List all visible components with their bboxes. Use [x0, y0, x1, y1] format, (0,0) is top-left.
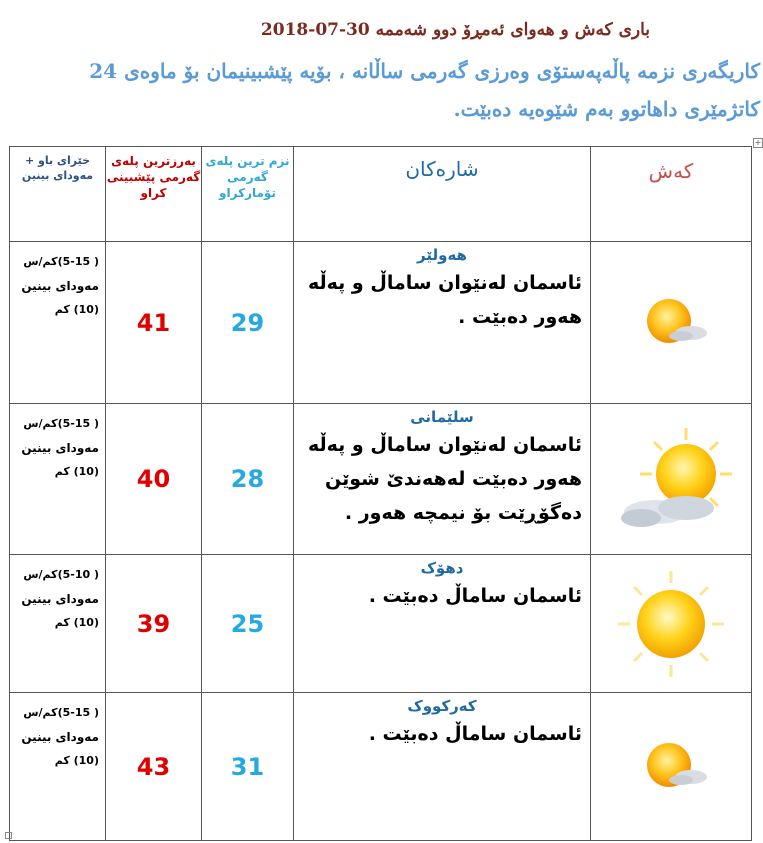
forecast-summary: کاریگەری نزمە پاڵەپەستۆی وەرزی گەرمی ساڵانە ، بۆیە پێشبینیمان بۆ ماوەی 24 کاتژمێری داهاتوو بەم شێوەیە دەبێت.: [89, 59, 760, 121]
sunny-icon: [616, 569, 726, 679]
visibility-label: مەودای بینین: [21, 730, 99, 744]
table-row: [10, 693, 752, 841]
wind-speed: ( 5-15)کم/س: [23, 417, 99, 430]
city-name: دهۆک: [420, 559, 464, 577]
visibility-label: مەودای بینین: [21, 441, 99, 455]
min-temp: 29: [202, 242, 294, 404]
wind-speed: ( 5-15)کم/س: [23, 706, 99, 719]
wind-cell: [10, 555, 106, 693]
city-name: هەولێر: [417, 246, 467, 264]
min-temp: 31: [202, 693, 294, 841]
sun-behind-cloud-icon: [631, 288, 711, 358]
weather-description: ئاسمان ساماڵ دەبێت .: [368, 585, 582, 607]
weather-icon-cell: [591, 693, 752, 841]
min-temp: 28: [202, 404, 294, 555]
table-move-handle-icon[interactable]: +: [754, 138, 762, 147]
wind-cell: [10, 693, 106, 841]
header-row: [10, 147, 752, 242]
table-row: [10, 555, 752, 693]
header-min-temp: نزم ترین پلەی گەرمی تۆمارکراو: [202, 147, 294, 242]
table-resize-handle[interactable]: [5, 832, 12, 839]
weather-description: ئاسمان لەنێوان ساماڵ و پەڵە هەور دەبێت لەهەندێ شوێن دەگۆڕێت بۆ نیمچە هەور .: [307, 434, 582, 524]
wind-speed: ( 5-15)کم/س: [23, 255, 99, 268]
city-name: کەرکووک: [407, 697, 477, 715]
visibility-value: (10) کم: [54, 754, 99, 767]
visibility-value: (10) کم: [54, 303, 99, 316]
page-title: باری کەش و هەوای ئەمڕۆ دوو شەممە 30-07-2018: [260, 20, 650, 40]
wind-cell: [10, 404, 106, 555]
table-row: [10, 404, 752, 555]
weather-description: ئاسمان ساماڵ دەبێت .: [368, 723, 582, 745]
header-max-temp: بەرزترین پلەی گەرمی پێشبینی کراو: [106, 147, 202, 242]
sun-behind-cloud-icon: [631, 732, 711, 802]
header-wind: خێرای باو + مەودای بینین: [10, 147, 106, 242]
city-cell: [294, 404, 591, 555]
max-temp: 39: [106, 555, 202, 693]
visibility-label: مەودای بینین: [21, 279, 99, 293]
wind-cell: [10, 242, 106, 404]
visibility-label: مەودای بینین: [21, 592, 99, 606]
city-cell: [294, 555, 591, 693]
wind-speed: ( 5-10)کم/س: [23, 568, 99, 581]
city-cell: [294, 693, 591, 841]
max-temp: 43: [106, 693, 202, 841]
city-name: سلێمانی: [410, 408, 474, 426]
max-temp: 40: [106, 404, 202, 555]
table-row: [10, 242, 752, 404]
visibility-value: (10) کم: [54, 616, 99, 629]
max-temp: 41: [106, 242, 202, 404]
city-cell: [294, 242, 591, 404]
weather-icon-cell: [591, 555, 752, 693]
weather-table: [9, 146, 752, 841]
visibility-value: (10) کم: [54, 465, 99, 478]
header-cities: شارەکان: [294, 147, 591, 242]
weather-icon-cell: [591, 242, 752, 404]
weather-description: ئاسمان لەنێوان ساماڵ و پەڵە هەور دەبێت .: [307, 272, 582, 328]
header-weather: کەش: [591, 147, 752, 242]
weather-icon-cell: [591, 404, 752, 555]
sun-with-clouds-icon: [601, 424, 741, 534]
min-temp: 25: [202, 555, 294, 693]
